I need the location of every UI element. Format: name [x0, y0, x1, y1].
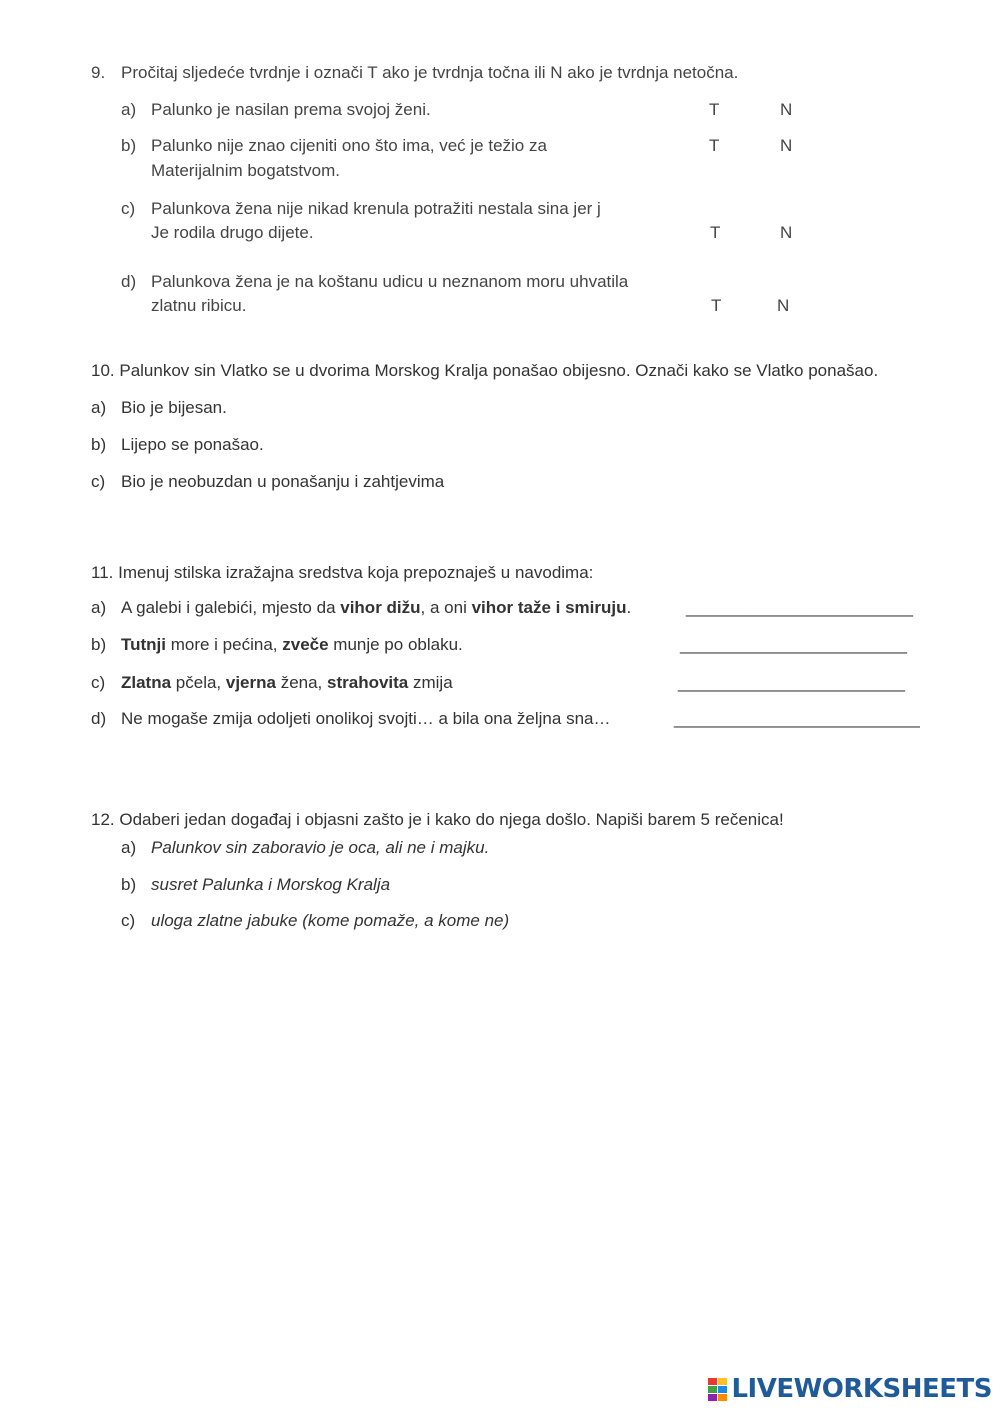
- q12-option-b[interactable]: susret Palunka i Morskog Kralja: [151, 875, 391, 894]
- q9-a-text: Palunko je nasilan prema svojoj ženi.: [151, 100, 431, 119]
- q9-number: 9.: [91, 63, 106, 82]
- q10-option-b[interactable]: Lijepo se ponašao.: [121, 435, 264, 454]
- q9-b-text-line2: Materijalnim bogatstvom.: [151, 161, 340, 180]
- q12-option-a[interactable]: Palunkov sin zaboravio je oca, ali ne i majku.: [151, 838, 490, 857]
- q11-a-quote: A galebi i galebići, mjesto da vihor dižu, a oni vihor taže i smiruju.: [121, 598, 632, 617]
- q11-a-answer-blank[interactable]: ________________________: [686, 598, 913, 617]
- q10-a-letter: a): [91, 398, 107, 417]
- q11-prompt: 11. Imenuj stilska izražajna sredstva koja prepoznaješ u navodima:: [91, 563, 594, 582]
- q11-b-quote: Tutnji more i pećina, zveče munje po oblaku.: [121, 635, 463, 654]
- q9-d-text-line2: zlatnu ribicu.: [151, 296, 247, 315]
- q11-c-quote: Zlatna pčela, vjerna žena, strahovita zmija: [121, 673, 453, 692]
- liveworksheets-logo-icon: [708, 1378, 727, 1401]
- q9-b-true-option[interactable]: T: [709, 136, 720, 155]
- q9-prompt: Pročitaj sljedeće tvrdnje i označi T ako je tvrdnja točna ili N ako je tvrdnja netočna.: [121, 63, 739, 82]
- q9-c-true-option[interactable]: T: [710, 223, 721, 242]
- q9-d-letter: d): [121, 272, 137, 291]
- q9-a-true-option[interactable]: T: [709, 100, 720, 119]
- q11-c-letter: c): [91, 673, 106, 692]
- q9-d-text-line1: Palunkova žena je na koštanu udicu u neznanom moru uhvatila: [151, 272, 629, 291]
- q11-d-answer-blank[interactable]: __________________________: [674, 709, 920, 728]
- q10-option-a[interactable]: Bio je bijesan.: [121, 398, 227, 417]
- q11-c-answer-blank[interactable]: ________________________: [678, 673, 905, 692]
- q9-d-true-option[interactable]: T: [711, 296, 722, 315]
- q9-c-text-line1: Palunkova žena nije nikad krenula potražiti nestala sina jer j: [151, 199, 601, 218]
- q11-d-letter: d): [91, 709, 107, 728]
- q12-a-letter: a): [121, 838, 137, 857]
- q9-b-letter: b): [121, 136, 137, 155]
- q9-c-false-option[interactable]: N: [780, 223, 793, 242]
- q12-option-c[interactable]: uloga zlatne jabuke (kome pomaže, a kome ne): [151, 911, 510, 930]
- q9-a-false-option[interactable]: N: [780, 100, 793, 119]
- q9-c-letter: c): [121, 199, 136, 218]
- q12-c-letter: c): [121, 911, 136, 930]
- q9-c-text-line2: Je rodila drugo dijete.: [151, 223, 314, 242]
- q12-prompt: 12. Odaberi jedan događaj i objasni zašto je i kako do njega došlo. Napiši barem 5 rečenica!: [91, 810, 784, 829]
- q9-b-text-line1: Palunko nije znao cijeniti ono što ima, već je težio za: [151, 136, 547, 155]
- q9-b-false-option[interactable]: N: [780, 136, 793, 155]
- q12-b-letter: b): [121, 875, 137, 894]
- liveworksheets-logo[interactable]: [708, 1375, 992, 1403]
- logo-text: LIVEWORKSHEETS: [731, 1374, 992, 1404]
- q10-option-c[interactable]: Bio je neobuzdan u ponašanju i zahtjevima: [121, 472, 445, 491]
- q10-b-letter: b): [91, 435, 107, 454]
- q11-a-letter: a): [91, 598, 107, 617]
- q10-c-letter: c): [91, 472, 106, 491]
- q10-prompt: 10. Palunkov sin Vlatko se u dvorima Morskog Kralja ponašao obijesno. Označi kako se Vlatko ponašao.: [91, 361, 879, 380]
- q11-b-answer-blank[interactable]: ________________________: [680, 635, 907, 654]
- q9-a-letter: a): [121, 100, 137, 119]
- q9-d-false-option[interactable]: N: [777, 296, 790, 315]
- q11-d-quote: Ne mogaše zmija odoljeti onolikoj svojti… a bila ona željna sna…: [121, 709, 611, 728]
- q11-b-letter: b): [91, 635, 107, 654]
